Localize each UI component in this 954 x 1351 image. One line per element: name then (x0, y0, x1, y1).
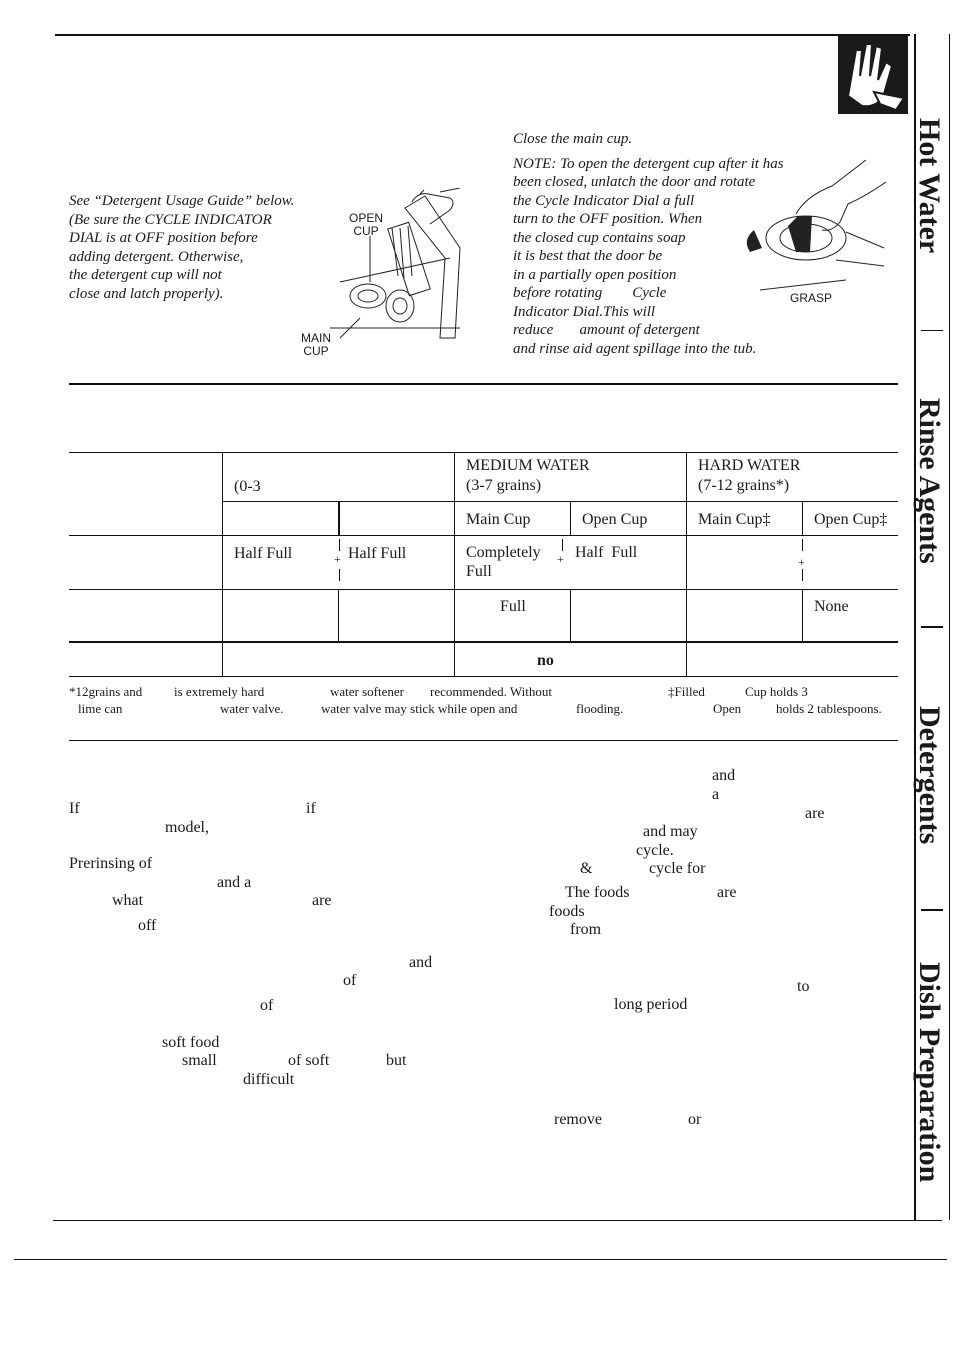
body-fragment: or (688, 1111, 702, 1128)
footnote: flooding. (576, 701, 624, 716)
left-caption (69, 192, 294, 303)
bottom-rule (53, 1220, 942, 1221)
tab-divider (921, 909, 943, 911)
footnote: water valve may stick while open and (321, 701, 518, 716)
medium-main-row2: Full (500, 598, 526, 615)
table-col (802, 589, 803, 641)
detergent-cup-illustration (300, 188, 470, 358)
tab-detergents: Detergents (913, 706, 946, 845)
caption-line: Close the main cup. (513, 131, 633, 147)
body-fragment: remove (554, 1111, 602, 1128)
caption-line: close and latch properly). (69, 285, 224, 302)
section-rule (69, 383, 898, 385)
plus-sign: + (798, 555, 805, 569)
body-fragment: are (805, 805, 825, 822)
footnote: Open (713, 701, 742, 716)
footnote: water softener (330, 684, 404, 699)
tab-dish-preparation: Dish Preparation (913, 962, 946, 1183)
dial-hand-illustration (736, 156, 886, 306)
body-fragment: and (712, 767, 736, 784)
medium-water-range: (3-7 grains) (466, 477, 542, 494)
soft-main-amount: Half Full (234, 545, 293, 562)
page-bottom-rule (14, 1259, 947, 1260)
hard-water-title: HARD WATER (698, 457, 801, 474)
caption-line: See “Detergent Usage Guide” below. (69, 193, 295, 209)
body-fragment: of (343, 972, 357, 989)
body-fragment: Prerinsing of (69, 855, 153, 872)
sub-header-open-cup-hard: Open Cup‡ (814, 511, 888, 528)
caption-line: turn to the OFF position. When (513, 211, 703, 227)
sub-header-open-cup: Open Cup (582, 511, 648, 528)
body-fragment: soft food (162, 1034, 220, 1051)
tab-hot-water: Hot Water (913, 118, 946, 254)
table-rule (69, 589, 898, 590)
footnote: lime can (78, 701, 123, 716)
footnote: ‡Filled (668, 684, 705, 699)
table-col (338, 589, 339, 641)
table-rule (222, 501, 898, 502)
medium-main-amount: Completely (466, 544, 541, 561)
table-col (686, 452, 687, 676)
cell-tick (562, 539, 563, 551)
caption-line: before rotating Cycle (513, 285, 667, 301)
sub-header-main-cup: Main Cup (466, 511, 531, 528)
caption-line: and rinse aid agent spillage into the tub. (513, 340, 757, 357)
caption-line: been closed, unlatch the door and rotate (513, 174, 756, 190)
body-fragment: If (69, 800, 80, 817)
body-fragment: and (409, 954, 433, 971)
table-rule (69, 535, 898, 536)
caption-line: it is best that the door be (513, 248, 663, 264)
table-rule (69, 641, 898, 643)
caption-line: adding detergent. Otherwise, (69, 248, 244, 265)
body-fragment: if (306, 800, 316, 817)
table-col (570, 589, 571, 641)
footnote: is extremely hard (174, 684, 265, 699)
medium-open-amount: Half Full (575, 544, 638, 561)
grasp-label: GRASP (790, 291, 833, 305)
top-rule (55, 34, 910, 36)
body-fragment: of (260, 997, 274, 1014)
caption-line: (Be sure the CYCLE INDICATOR (69, 211, 272, 228)
body-fragment: small (182, 1052, 217, 1069)
soft-water-range: (0-3 (234, 478, 261, 495)
cell-tick (802, 569, 803, 581)
body-fragment: are (717, 884, 737, 901)
medium-water-title: MEDIUM WATER (466, 457, 590, 474)
body-fragment: difficult (243, 1071, 295, 1088)
medium-main-amount-2: Full (466, 563, 492, 580)
caption-line: the closed cup contains soap (513, 229, 686, 246)
body-fragment: off (138, 917, 157, 934)
cell-tick (339, 569, 340, 581)
table-col (802, 501, 803, 535)
table-col (338, 501, 340, 535)
hard-water-range: (7-12 grains*) (698, 477, 790, 494)
body-fragment: are (312, 892, 332, 909)
cell-tick (802, 539, 803, 551)
body-fragment: & (580, 860, 593, 877)
caption-line: in a partially open position (513, 266, 677, 283)
footnote: water valve. (220, 701, 284, 716)
body-fragment: of soft (288, 1052, 330, 1069)
caption-line: DIAL is at OFF position before (69, 230, 258, 246)
footnote: Cup holds 3 (745, 684, 808, 699)
body-fragment: foods (549, 903, 585, 920)
plus-sign: + (557, 552, 564, 566)
table-col (454, 452, 455, 676)
tab-rinse-agents: Rinse Agents (913, 398, 946, 564)
table-rule (69, 676, 898, 677)
body-fragment: but (386, 1052, 407, 1069)
footnote: recommended. Without (430, 684, 552, 699)
soft-open-amount: Half Full (348, 545, 407, 562)
plus-sign: + (334, 552, 341, 566)
sub-header-main-cup-hard: Main Cup‡ (698, 511, 771, 528)
caption-line: Indicator Dial.This will (513, 303, 656, 320)
footnote: *12grains and (69, 684, 143, 699)
open-cup-label: OPEN CUP (348, 211, 383, 238)
hard-open-row2: None (814, 598, 849, 615)
body-fragment: and a (217, 874, 252, 891)
footnote: holds 2 tablespoons. (776, 701, 882, 716)
body-fragment: long period (614, 996, 688, 1013)
body-fragment: to (797, 978, 810, 995)
body-fragment: what (112, 892, 144, 909)
caption-line: NOTE: To open the detergent cup after it has (513, 155, 784, 172)
body-fragment: from (570, 921, 602, 938)
body-fragment: and may (643, 823, 698, 840)
table-rule (69, 452, 898, 453)
body-fragment: model, (165, 819, 209, 836)
table-col (570, 501, 571, 535)
main-cup-label: MAIN CUP (301, 331, 331, 358)
caption-line: reduce amount of detergent (513, 322, 700, 338)
cell-tick (339, 539, 340, 551)
tab-divider (921, 626, 943, 628)
body-fragment: cycle for (649, 860, 706, 877)
caption-line: the detergent cup will not (69, 267, 222, 283)
body-fragment: cycle. (636, 842, 674, 859)
caption-line: the Cycle Indicator Dial a full (513, 192, 695, 209)
section-rule (69, 740, 898, 741)
tab-divider (921, 330, 943, 331)
table-col (222, 452, 223, 676)
body-fragment: The foods (565, 884, 630, 901)
body-fragment: a (712, 786, 720, 803)
medium-row3: no (537, 652, 554, 669)
hand-pointer-icon (838, 36, 908, 114)
